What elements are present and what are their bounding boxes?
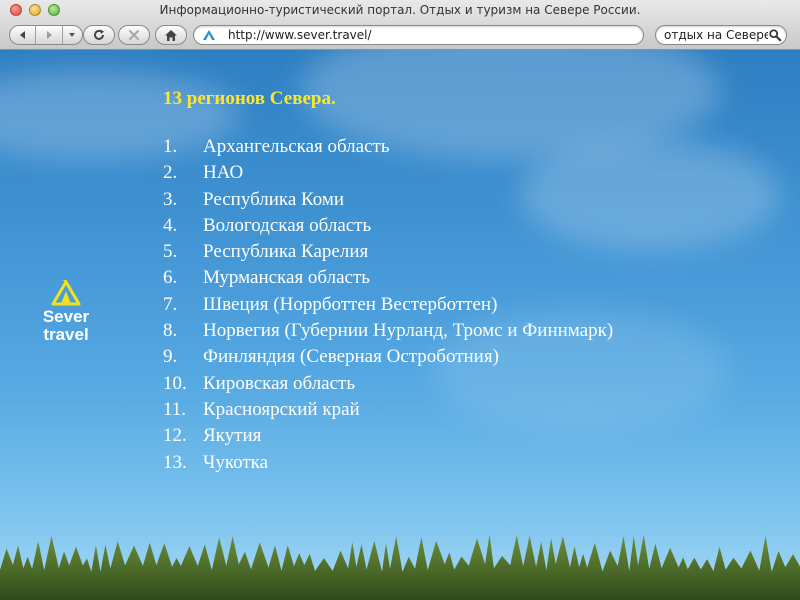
logo-text-line2: travel (43, 325, 89, 344)
region-list (163, 134, 613, 476)
search-icon[interactable] (768, 27, 782, 43)
region-name: Якутия (203, 425, 262, 447)
region-name: Чукотка (203, 451, 269, 473)
site-logo[interactable] (28, 280, 104, 344)
region-name: Вологодская область (203, 214, 372, 236)
region-list-item (163, 134, 613, 160)
region-name: Республика Карелия (203, 241, 369, 263)
region-list-item (163, 450, 613, 476)
browser-toolbar (0, 0, 800, 50)
site-favicon (200, 29, 218, 41)
history-menu-button[interactable] (63, 26, 82, 44)
region-name: Финляндия (Северная Остроботния) (203, 346, 499, 368)
region-name: Мурманская область (203, 267, 370, 289)
region-name: Архангельская область (203, 136, 390, 157)
region-number: 1. (163, 136, 178, 157)
region-list-item (163, 292, 613, 318)
region-name: Норвегия (Губернии Нурланд, Тромс и Финнмарк) (203, 320, 614, 342)
forward-button[interactable] (36, 26, 62, 44)
page-heading: 13 регионов Севера. (163, 88, 336, 109)
tent-favicon-icon (202, 29, 216, 41)
back-arrow-icon (18, 30, 28, 40)
forest-treeline (0, 530, 800, 600)
region-number: 8. (163, 320, 178, 342)
back-button[interactable] (10, 26, 36, 44)
reload-icon (92, 28, 106, 42)
region-name: Республика Коми (203, 188, 345, 210)
region-name: Красноярский край (203, 398, 360, 420)
region-number: 9. (163, 346, 178, 368)
region-list-item (163, 265, 613, 291)
window-title: Информационно-туристический портал. Отдых и туризм на Севере России. (159, 3, 641, 17)
region-number: 6. (163, 267, 178, 289)
url-input[interactable] (228, 28, 628, 42)
navigation-buttons (9, 25, 83, 45)
region-number: 11. (163, 398, 187, 420)
reload-button[interactable] (83, 25, 115, 45)
home-button[interactable] (155, 25, 187, 45)
logo-text-line1: Sever (42, 307, 90, 326)
tent-logo-icon (51, 280, 81, 306)
web-page (0, 50, 800, 600)
stop-button[interactable] (118, 25, 150, 45)
region-number: 10. (163, 372, 187, 394)
search-input[interactable] (664, 28, 768, 42)
region-list-item (163, 371, 613, 397)
region-list-item (163, 344, 613, 370)
region-list-item (163, 239, 613, 265)
region-list-item (163, 187, 613, 213)
region-number: 4. (163, 214, 178, 236)
region-list-item (163, 423, 613, 449)
region-list-item (163, 160, 613, 186)
region-name: Швеция (Норрботтен Вестерботтен) (203, 293, 498, 315)
forward-arrow-icon (44, 30, 54, 40)
home-icon (164, 29, 178, 42)
region-name: НАО (203, 162, 244, 184)
stop-icon (128, 29, 140, 41)
history-menu-icon (68, 31, 76, 39)
address-bar[interactable] (193, 25, 644, 45)
region-number: 12. (163, 425, 187, 447)
region-number: 7. (163, 293, 178, 315)
region-list-item (163, 318, 613, 344)
region-list-item (163, 213, 613, 239)
region-number: 2. (163, 162, 178, 184)
region-number: 13. (163, 451, 187, 473)
region-number: 3. (163, 188, 178, 210)
search-field[interactable] (655, 25, 787, 45)
regions-content (163, 84, 613, 476)
region-name: Кировская область (203, 372, 356, 394)
region-number: 5. (163, 241, 178, 263)
region-list-item (163, 397, 613, 423)
